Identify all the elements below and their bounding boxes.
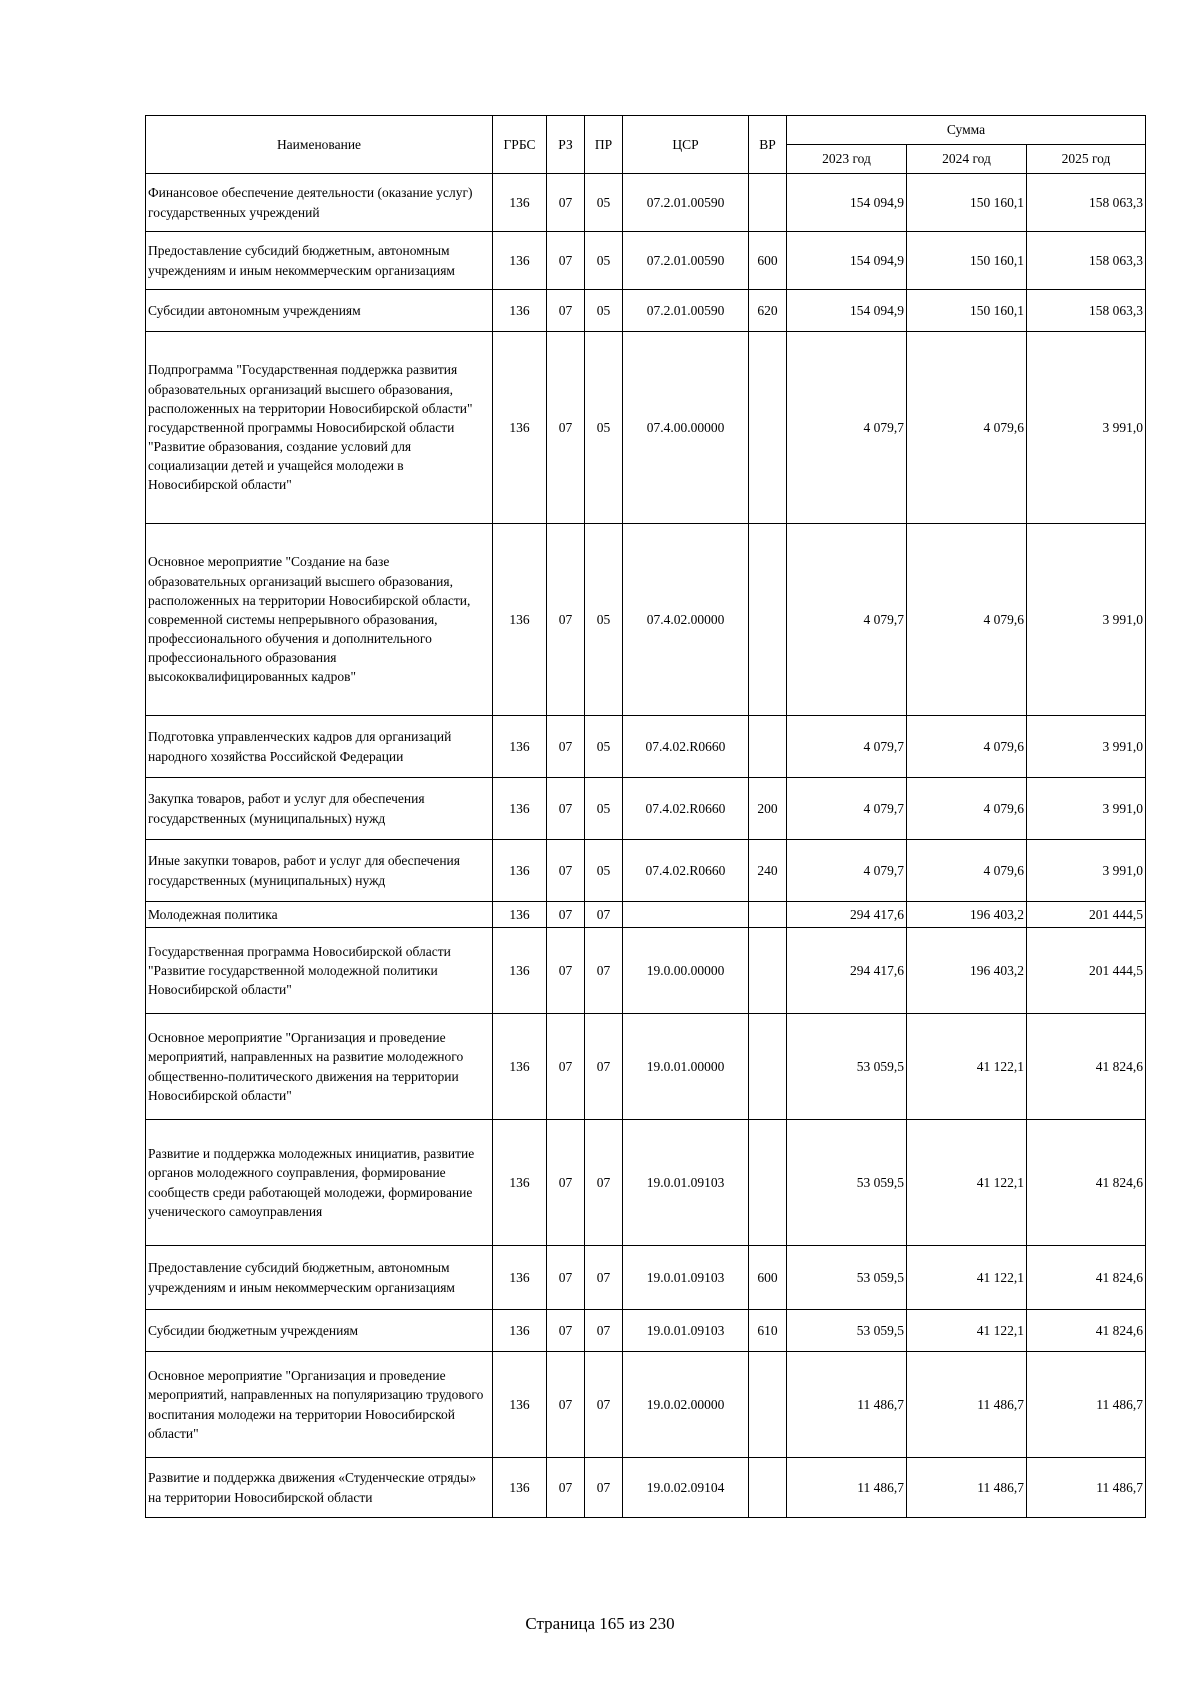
cell-rz: 07 bbox=[547, 840, 585, 902]
cell-y2023: 154 094,9 bbox=[787, 232, 907, 290]
cell-csr: 07.2.01.00590 bbox=[623, 290, 749, 332]
cell-name: Закупка товаров, работ и услуг для обеспечения государственных (муниципальных) нужд bbox=[146, 778, 493, 840]
cell-pr: 07 bbox=[585, 1352, 623, 1458]
cell-y2024: 150 160,1 bbox=[907, 232, 1027, 290]
cell-y2024: 11 486,7 bbox=[907, 1352, 1027, 1458]
cell-grbs: 136 bbox=[493, 778, 547, 840]
cell-name: Иные закупки товаров, работ и услуг для обеспечения государственных (муниципальных) нужд bbox=[146, 840, 493, 902]
cell-pr: 05 bbox=[585, 332, 623, 524]
cell-pr: 07 bbox=[585, 1246, 623, 1310]
cell-grbs: 136 bbox=[493, 232, 547, 290]
table-row bbox=[146, 232, 1146, 290]
cell-y2024: 4 079,6 bbox=[907, 524, 1027, 716]
cell-grbs: 136 bbox=[493, 524, 547, 716]
header-vr: ВР bbox=[749, 116, 787, 174]
cell-pr: 07 bbox=[585, 1458, 623, 1518]
cell-vr bbox=[749, 902, 787, 928]
cell-name: Государственная программа Новосибирской области "Развитие государственной молодежной политики Новосибирской области" bbox=[146, 928, 493, 1014]
cell-csr: 19.0.00.00000 bbox=[623, 928, 749, 1014]
cell-pr: 05 bbox=[585, 174, 623, 232]
cell-csr: 19.0.01.09103 bbox=[623, 1310, 749, 1352]
cell-y2024: 150 160,1 bbox=[907, 290, 1027, 332]
cell-name: Основное мероприятие "Организация и проведение мероприятий, направленных на популяризацию трудового воспитания молодежи на территории Новосибирской области" bbox=[146, 1352, 493, 1458]
cell-y2023: 4 079,7 bbox=[787, 778, 907, 840]
table-row bbox=[146, 1246, 1146, 1310]
cell-y2025: 3 991,0 bbox=[1027, 778, 1146, 840]
header-2025: 2025 год bbox=[1027, 145, 1146, 174]
cell-y2025: 41 824,6 bbox=[1027, 1310, 1146, 1352]
table-row bbox=[146, 524, 1146, 716]
cell-y2025: 158 063,3 bbox=[1027, 290, 1146, 332]
cell-name: Основное мероприятие "Организация и проведение мероприятий, направленных на развитие молодежного общественно-политического движения на территории Новосибирской области" bbox=[146, 1014, 493, 1120]
cell-name: Подготовка управленческих кадров для организаций народного хозяйства Российской Федерации bbox=[146, 716, 493, 778]
cell-y2024: 150 160,1 bbox=[907, 174, 1027, 232]
cell-y2025: 3 991,0 bbox=[1027, 840, 1146, 902]
table-row bbox=[146, 928, 1146, 1014]
cell-rz: 07 bbox=[547, 1310, 585, 1352]
cell-rz: 07 bbox=[547, 716, 585, 778]
cell-y2025: 41 824,6 bbox=[1027, 1120, 1146, 1246]
page-number: Страница 165 из 230 bbox=[525, 1614, 675, 1633]
cell-vr: 620 bbox=[749, 290, 787, 332]
header-pr: ПР bbox=[585, 116, 623, 174]
cell-rz: 07 bbox=[547, 928, 585, 1014]
cell-y2023: 4 079,7 bbox=[787, 716, 907, 778]
cell-name: Молодежная политика bbox=[146, 902, 493, 928]
cell-y2025: 11 486,7 bbox=[1027, 1458, 1146, 1518]
cell-vr bbox=[749, 1352, 787, 1458]
cell-grbs: 136 bbox=[493, 928, 547, 1014]
cell-rz: 07 bbox=[547, 524, 585, 716]
cell-csr: 07.2.01.00590 bbox=[623, 174, 749, 232]
cell-pr: 07 bbox=[585, 902, 623, 928]
cell-y2023: 154 094,9 bbox=[787, 290, 907, 332]
cell-y2024: 196 403,2 bbox=[907, 902, 1027, 928]
cell-pr: 05 bbox=[585, 290, 623, 332]
cell-y2024: 41 122,1 bbox=[907, 1014, 1027, 1120]
cell-y2024: 41 122,1 bbox=[907, 1246, 1027, 1310]
table-row bbox=[146, 778, 1146, 840]
cell-pr: 07 bbox=[585, 1120, 623, 1246]
cell-vr bbox=[749, 1014, 787, 1120]
cell-grbs: 136 bbox=[493, 1120, 547, 1246]
cell-pr: 07 bbox=[585, 1014, 623, 1120]
cell-name: Подпрограмма "Государственная поддержка развития образовательных организаций высшего образования, расположенных на территории Новосибирской области" государственной программы Новосибирской области "Развитие образования, создание условий для социализации детей и учащейся молодежи в Новосибирской области" bbox=[146, 332, 493, 524]
cell-y2025: 201 444,5 bbox=[1027, 902, 1146, 928]
cell-grbs: 136 bbox=[493, 1352, 547, 1458]
cell-y2024: 41 122,1 bbox=[907, 1120, 1027, 1246]
cell-y2023: 11 486,7 bbox=[787, 1352, 907, 1458]
cell-grbs: 136 bbox=[493, 1310, 547, 1352]
cell-rz: 07 bbox=[547, 1458, 585, 1518]
cell-y2023: 53 059,5 bbox=[787, 1120, 907, 1246]
cell-vr bbox=[749, 716, 787, 778]
table-body bbox=[146, 174, 1146, 1518]
table-row bbox=[146, 1120, 1146, 1246]
cell-y2024: 4 079,6 bbox=[907, 778, 1027, 840]
cell-rz: 07 bbox=[547, 778, 585, 840]
cell-pr: 05 bbox=[585, 232, 623, 290]
cell-rz: 07 bbox=[547, 1014, 585, 1120]
table-row bbox=[146, 716, 1146, 778]
cell-y2025: 11 486,7 bbox=[1027, 1352, 1146, 1458]
cell-name: Субсидии бюджетным учреждениям bbox=[146, 1310, 493, 1352]
cell-rz: 07 bbox=[547, 1352, 585, 1458]
header-rz: РЗ bbox=[547, 116, 585, 174]
cell-name: Субсидии автономным учреждениям bbox=[146, 290, 493, 332]
cell-y2025: 201 444,5 bbox=[1027, 928, 1146, 1014]
cell-name: Основное мероприятие "Создание на базе образовательных организаций высшего образования, расположенных на территории Новосибирской области, современной системы непрерывного образования, профессионального обучения и дополнительного профессионального образования высококвалифицированных кадров" bbox=[146, 524, 493, 716]
table-row bbox=[146, 1352, 1146, 1458]
cell-vr: 200 bbox=[749, 778, 787, 840]
cell-y2025: 158 063,3 bbox=[1027, 232, 1146, 290]
cell-y2024: 4 079,6 bbox=[907, 840, 1027, 902]
table-row bbox=[146, 902, 1146, 928]
cell-y2024: 41 122,1 bbox=[907, 1310, 1027, 1352]
cell-vr: 240 bbox=[749, 840, 787, 902]
cell-vr bbox=[749, 332, 787, 524]
header-sum: Сумма bbox=[787, 116, 1146, 145]
cell-pr: 05 bbox=[585, 840, 623, 902]
cell-vr bbox=[749, 524, 787, 716]
cell-y2023: 53 059,5 bbox=[787, 1310, 907, 1352]
cell-y2025: 41 824,6 bbox=[1027, 1014, 1146, 1120]
cell-grbs: 136 bbox=[493, 902, 547, 928]
cell-vr: 610 bbox=[749, 1310, 787, 1352]
cell-csr: 19.0.02.00000 bbox=[623, 1352, 749, 1458]
cell-y2023: 154 094,9 bbox=[787, 174, 907, 232]
cell-grbs: 136 bbox=[493, 716, 547, 778]
header-csr: ЦСР bbox=[623, 116, 749, 174]
cell-csr: 07.2.01.00590 bbox=[623, 232, 749, 290]
cell-grbs: 136 bbox=[493, 1014, 547, 1120]
cell-y2023: 4 079,7 bbox=[787, 840, 907, 902]
cell-y2024: 196 403,2 bbox=[907, 928, 1027, 1014]
cell-y2024: 11 486,7 bbox=[907, 1458, 1027, 1518]
cell-rz: 07 bbox=[547, 174, 585, 232]
cell-rz: 07 bbox=[547, 232, 585, 290]
header-grbs: ГРБС bbox=[493, 116, 547, 174]
cell-y2025: 41 824,6 bbox=[1027, 1246, 1146, 1310]
cell-rz: 07 bbox=[547, 1120, 585, 1246]
cell-vr bbox=[749, 1458, 787, 1518]
header-name: Наименование bbox=[146, 116, 493, 174]
cell-y2025: 3 991,0 bbox=[1027, 716, 1146, 778]
cell-csr bbox=[623, 902, 749, 928]
cell-grbs: 136 bbox=[493, 840, 547, 902]
cell-csr: 07.4.02.R0660 bbox=[623, 778, 749, 840]
cell-y2023: 11 486,7 bbox=[787, 1458, 907, 1518]
cell-csr: 19.0.01.09103 bbox=[623, 1246, 749, 1310]
cell-csr: 07.4.02.00000 bbox=[623, 524, 749, 716]
table-row bbox=[146, 332, 1146, 524]
cell-vr: 600 bbox=[749, 232, 787, 290]
table-row bbox=[146, 1458, 1146, 1518]
cell-vr bbox=[749, 174, 787, 232]
cell-csr: 07.4.00.00000 bbox=[623, 332, 749, 524]
cell-y2023: 53 059,5 bbox=[787, 1246, 907, 1310]
cell-y2024: 4 079,6 bbox=[907, 332, 1027, 524]
cell-vr bbox=[749, 1120, 787, 1246]
cell-name: Предоставление субсидий бюджетным, автономным учреждениям и иным некоммерческим организациям bbox=[146, 1246, 493, 1310]
cell-grbs: 136 bbox=[493, 332, 547, 524]
budget-table bbox=[145, 115, 1146, 1518]
table-row bbox=[146, 290, 1146, 332]
cell-rz: 07 bbox=[547, 332, 585, 524]
cell-y2023: 4 079,7 bbox=[787, 524, 907, 716]
cell-csr: 19.0.01.00000 bbox=[623, 1014, 749, 1120]
header-2024: 2024 год bbox=[907, 145, 1027, 174]
cell-y2023: 294 417,6 bbox=[787, 902, 907, 928]
cell-pr: 05 bbox=[585, 524, 623, 716]
cell-name: Развитие и поддержка движения «Студенческие отряды» на территории Новосибирской области bbox=[146, 1458, 493, 1518]
cell-rz: 07 bbox=[547, 1246, 585, 1310]
cell-csr: 07.4.02.R0660 bbox=[623, 716, 749, 778]
cell-y2025: 3 991,0 bbox=[1027, 524, 1146, 716]
table-row bbox=[146, 840, 1146, 902]
cell-grbs: 136 bbox=[493, 290, 547, 332]
cell-y2024: 4 079,6 bbox=[907, 716, 1027, 778]
table-row bbox=[146, 1310, 1146, 1352]
cell-grbs: 136 bbox=[493, 174, 547, 232]
cell-csr: 19.0.02.09104 bbox=[623, 1458, 749, 1518]
cell-pr: 07 bbox=[585, 1310, 623, 1352]
cell-csr: 07.4.02.R0660 bbox=[623, 840, 749, 902]
cell-pr: 05 bbox=[585, 778, 623, 840]
header-2023: 2023 год bbox=[787, 145, 907, 174]
cell-vr: 600 bbox=[749, 1246, 787, 1310]
cell-name: Финансовое обеспечение деятельности (оказание услуг) государственных учреждений bbox=[146, 174, 493, 232]
table-row bbox=[146, 1014, 1146, 1120]
cell-name: Предоставление субсидий бюджетным, автономным учреждениям и иным некоммерческим организациям bbox=[146, 232, 493, 290]
cell-y2025: 3 991,0 bbox=[1027, 332, 1146, 524]
cell-vr bbox=[749, 928, 787, 1014]
cell-grbs: 136 bbox=[493, 1246, 547, 1310]
cell-pr: 07 bbox=[585, 928, 623, 1014]
cell-rz: 07 bbox=[547, 902, 585, 928]
cell-csr: 19.0.01.09103 bbox=[623, 1120, 749, 1246]
cell-y2023: 4 079,7 bbox=[787, 332, 907, 524]
cell-name: Развитие и поддержка молодежных инициатив, развитие органов молодежного соуправления, формирование сообществ среди работающей молодежи, формирование ученического самоуправления bbox=[146, 1120, 493, 1246]
table-row bbox=[146, 174, 1146, 232]
cell-pr: 05 bbox=[585, 716, 623, 778]
cell-grbs: 136 bbox=[493, 1458, 547, 1518]
cell-y2023: 53 059,5 bbox=[787, 1014, 907, 1120]
cell-y2023: 294 417,6 bbox=[787, 928, 907, 1014]
cell-rz: 07 bbox=[547, 290, 585, 332]
cell-y2025: 158 063,3 bbox=[1027, 174, 1146, 232]
